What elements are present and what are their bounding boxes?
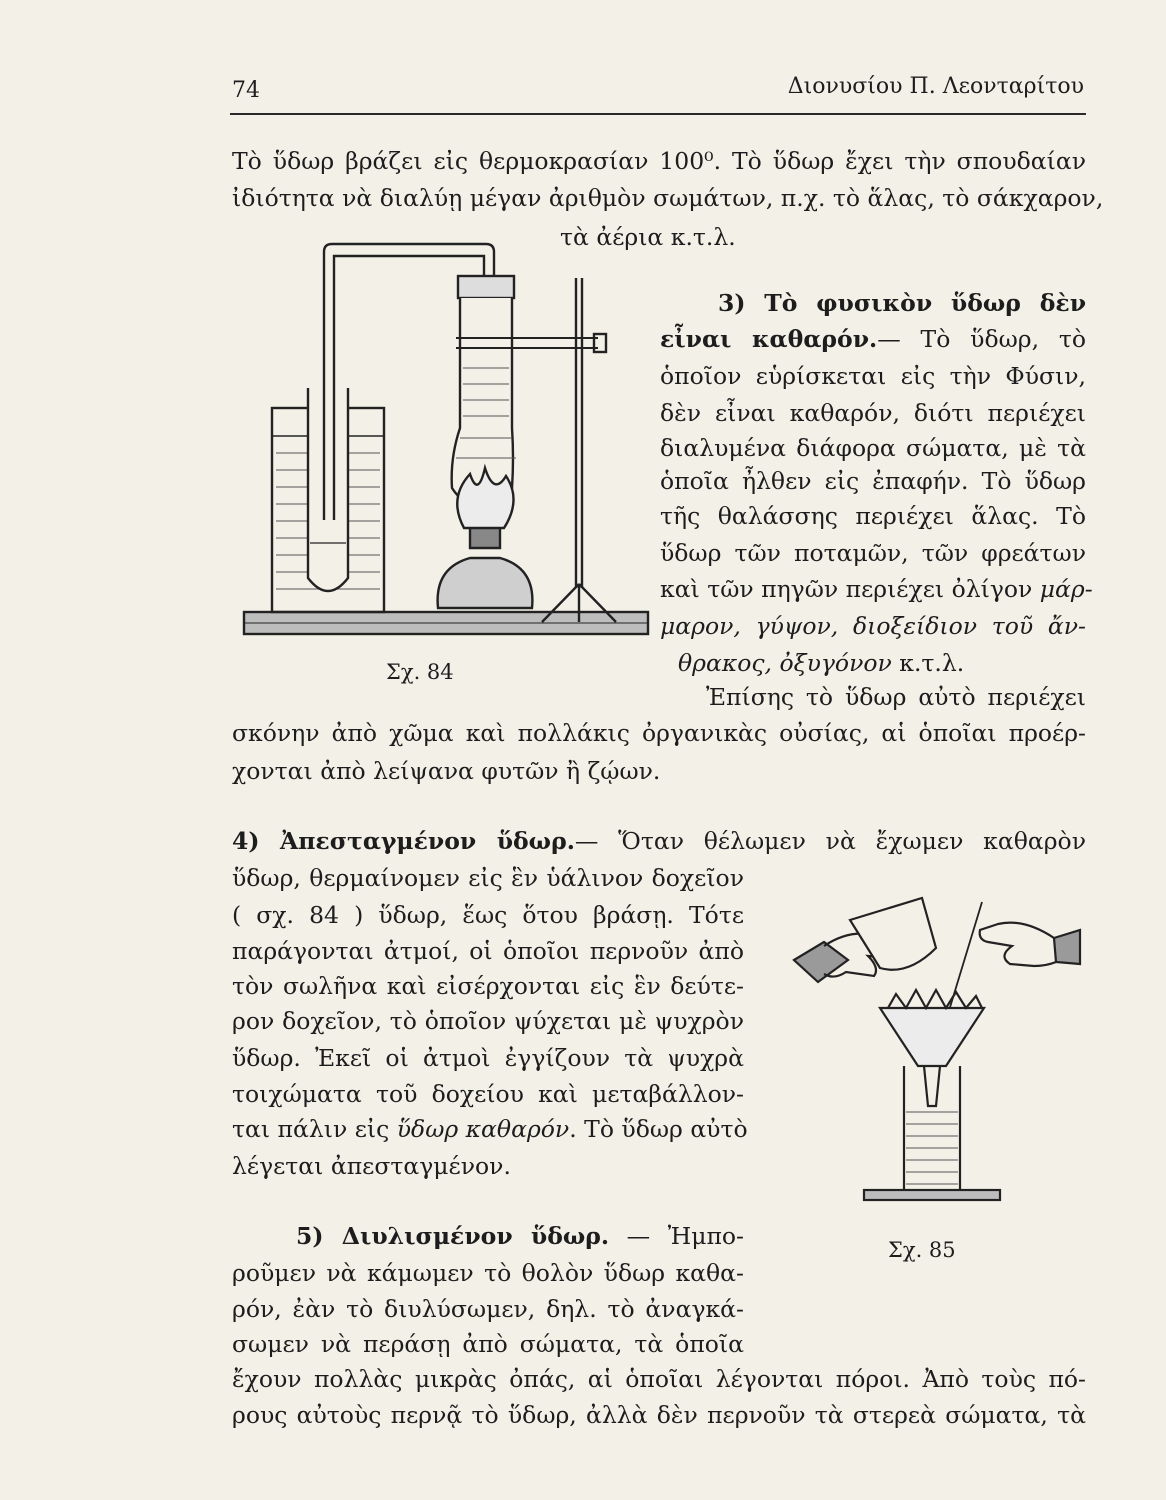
- text-line: τῆς θαλάσσης περιέχει ἅλας. Τὸ: [660, 502, 1086, 530]
- text-line: [660, 325, 1086, 353]
- section-3-heading-continued: εἶναι καθαρόν.: [660, 325, 878, 353]
- text-line: τὸν σωλῆνα καὶ εἰσέρχονται εἰς ἓν δεύτε-: [232, 972, 744, 1000]
- text-fragment-italic: ὕδωρ καθαρόν: [396, 1115, 570, 1143]
- text-fragment-italic: θρακος, ὀξυγόνον: [678, 649, 892, 677]
- text-line: ὕδωρ. Ἐκεῖ οἱ ἀτμοὶ ἐγγίζουν τὰ ψυχρὰ: [232, 1044, 744, 1072]
- figure-84-distillation: [238, 238, 658, 648]
- text-line: ρον δοχεῖον, τὸ ὁποῖον ψύχεται μὲ ψυχρὸν: [232, 1007, 744, 1035]
- figure-84-caption: Σχ. 84: [386, 660, 454, 684]
- text-line: ρόν, ἐὰν τὸ διυλύσωμεν, δηλ. τὸ ἀναγκά-: [232, 1295, 744, 1323]
- text-line: [660, 575, 1093, 603]
- text-line: ὁποῖα ἦλθεν εἰς ἐπαφήν. Τὸ ὕδωρ: [660, 467, 1086, 495]
- text-line: ὕδωρ, θερμαίνομεν εἰς ἓν ὑάλινον δοχεῖον: [232, 864, 744, 892]
- text-fragment: κ.τ.λ.: [891, 649, 965, 677]
- text-line: λέγεται ἀπεσταγμένον.: [232, 1152, 511, 1180]
- text-line: [678, 649, 965, 677]
- text-fragment-italic: μάρ-: [1039, 575, 1093, 603]
- figure-85-filtration: [784, 890, 1084, 1210]
- text-line: ἰδιότητα νὰ διαλύῃ μέγαν ἀριθμὸν σωμάτων, π.χ. τὸ ἅλας, τὸ σάκχαρον,: [232, 184, 1104, 212]
- text-line: Τὸ ὕδωρ βράζει εἰς θερμοκρασίαν 100⁰. Τὸ ὕδωρ ἔχει τὴν σπουδαίαν: [232, 147, 1086, 175]
- figure-85-caption: Σχ. 85: [888, 1238, 956, 1262]
- text-line: Ἐπίσης τὸ ὕδωρ αὐτὸ περιέχει: [706, 683, 1086, 711]
- page-number: 74: [232, 78, 260, 103]
- header-rule: [230, 113, 1086, 115]
- text-line: ὁποῖον εὑρίσκεται εἰς τὴν Φύσιν,: [660, 362, 1086, 390]
- text-line: ( σχ. 84 ) ὕδωρ, ἕως ὅτου βράσῃ. Τότε: [232, 901, 744, 929]
- text-line: τοιχώματα τοῦ δοχείου καὶ μεταβάλλον-: [232, 1080, 744, 1108]
- text-line: [296, 1222, 744, 1250]
- text-line-italic: μαρον, γύψον, διοξείδιον τοῦ ἄν-: [660, 612, 1086, 640]
- section-3-heading: 3) Τὸ φυσικὸν ὕδωρ δὲν: [718, 289, 1086, 317]
- text-line: χονται ἀπὸ λείψανα φυτῶν ἢ ζῴων.: [232, 757, 661, 785]
- text-line: τὰ ἀέρια κ.τ.λ.: [560, 223, 736, 251]
- text-line: ὕδωρ τῶν ποταμῶν, τῶν φρεάτων: [660, 539, 1086, 567]
- text-line: ρους αὐτοὺς περνᾷ τὸ ὕδωρ, ἀλλὰ δὲν περνοῦν τὰ στερεὰ σώματα, τὰ: [232, 1401, 1086, 1429]
- text-line: ροῦμεν νὰ κάμωμεν τὸ θολὸν ὕδωρ καθα-: [232, 1259, 744, 1287]
- text-line: [232, 1115, 748, 1143]
- text-line: δὲν εἶναι καθαρόν, διότι περιέχει: [660, 399, 1086, 427]
- text-line: ἔχουν πολλὰς μικρὰς ὀπάς, αἱ ὁποῖαι λέγονται πόροι. Ἀπὸ τοὺς πό-: [232, 1365, 1086, 1393]
- section-4-heading: 4) Ἀπεσταγμένον ὕδωρ.: [232, 827, 575, 855]
- running-title: Διονυσίου Π. Λεονταρίτου: [787, 74, 1084, 99]
- text-fragment: — Τὸ ὕδωρ, τὸ: [877, 325, 1086, 353]
- text-fragment: ται πάλιν εἰς: [232, 1115, 397, 1143]
- section-5-heading: 5) Διυλισμένον ὕδωρ.: [296, 1222, 610, 1250]
- text-line: παράγονται ἀτμοί, οἱ ὁποῖοι περνοῦν ἀπὸ: [232, 937, 744, 965]
- text-fragment: καὶ τῶν πηγῶν περιέχει ὀλίγον: [660, 575, 1040, 603]
- text-line: διαλυμένα διάφορα σώματα, μὲ τὰ: [660, 434, 1086, 462]
- text-line: σωμεν νὰ περάσῃ ἀπὸ σώματα, τὰ ὁποῖα: [232, 1330, 744, 1358]
- text-fragment: — Ἠμπο-: [609, 1222, 744, 1250]
- text-fragment: — Ὅταν θέλωμεν νὰ ἔχωμεν καθαρὸν: [574, 827, 1086, 855]
- text-line: σκόνην ἀπὸ χῶμα καὶ πολλάκις ὀργανικὰς οὐσίας, αἱ ὁποῖαι προέρ-: [232, 719, 1086, 747]
- text-line: [232, 827, 1086, 855]
- text-fragment: . Τὸ ὕδωρ αὐτὸ: [569, 1115, 748, 1143]
